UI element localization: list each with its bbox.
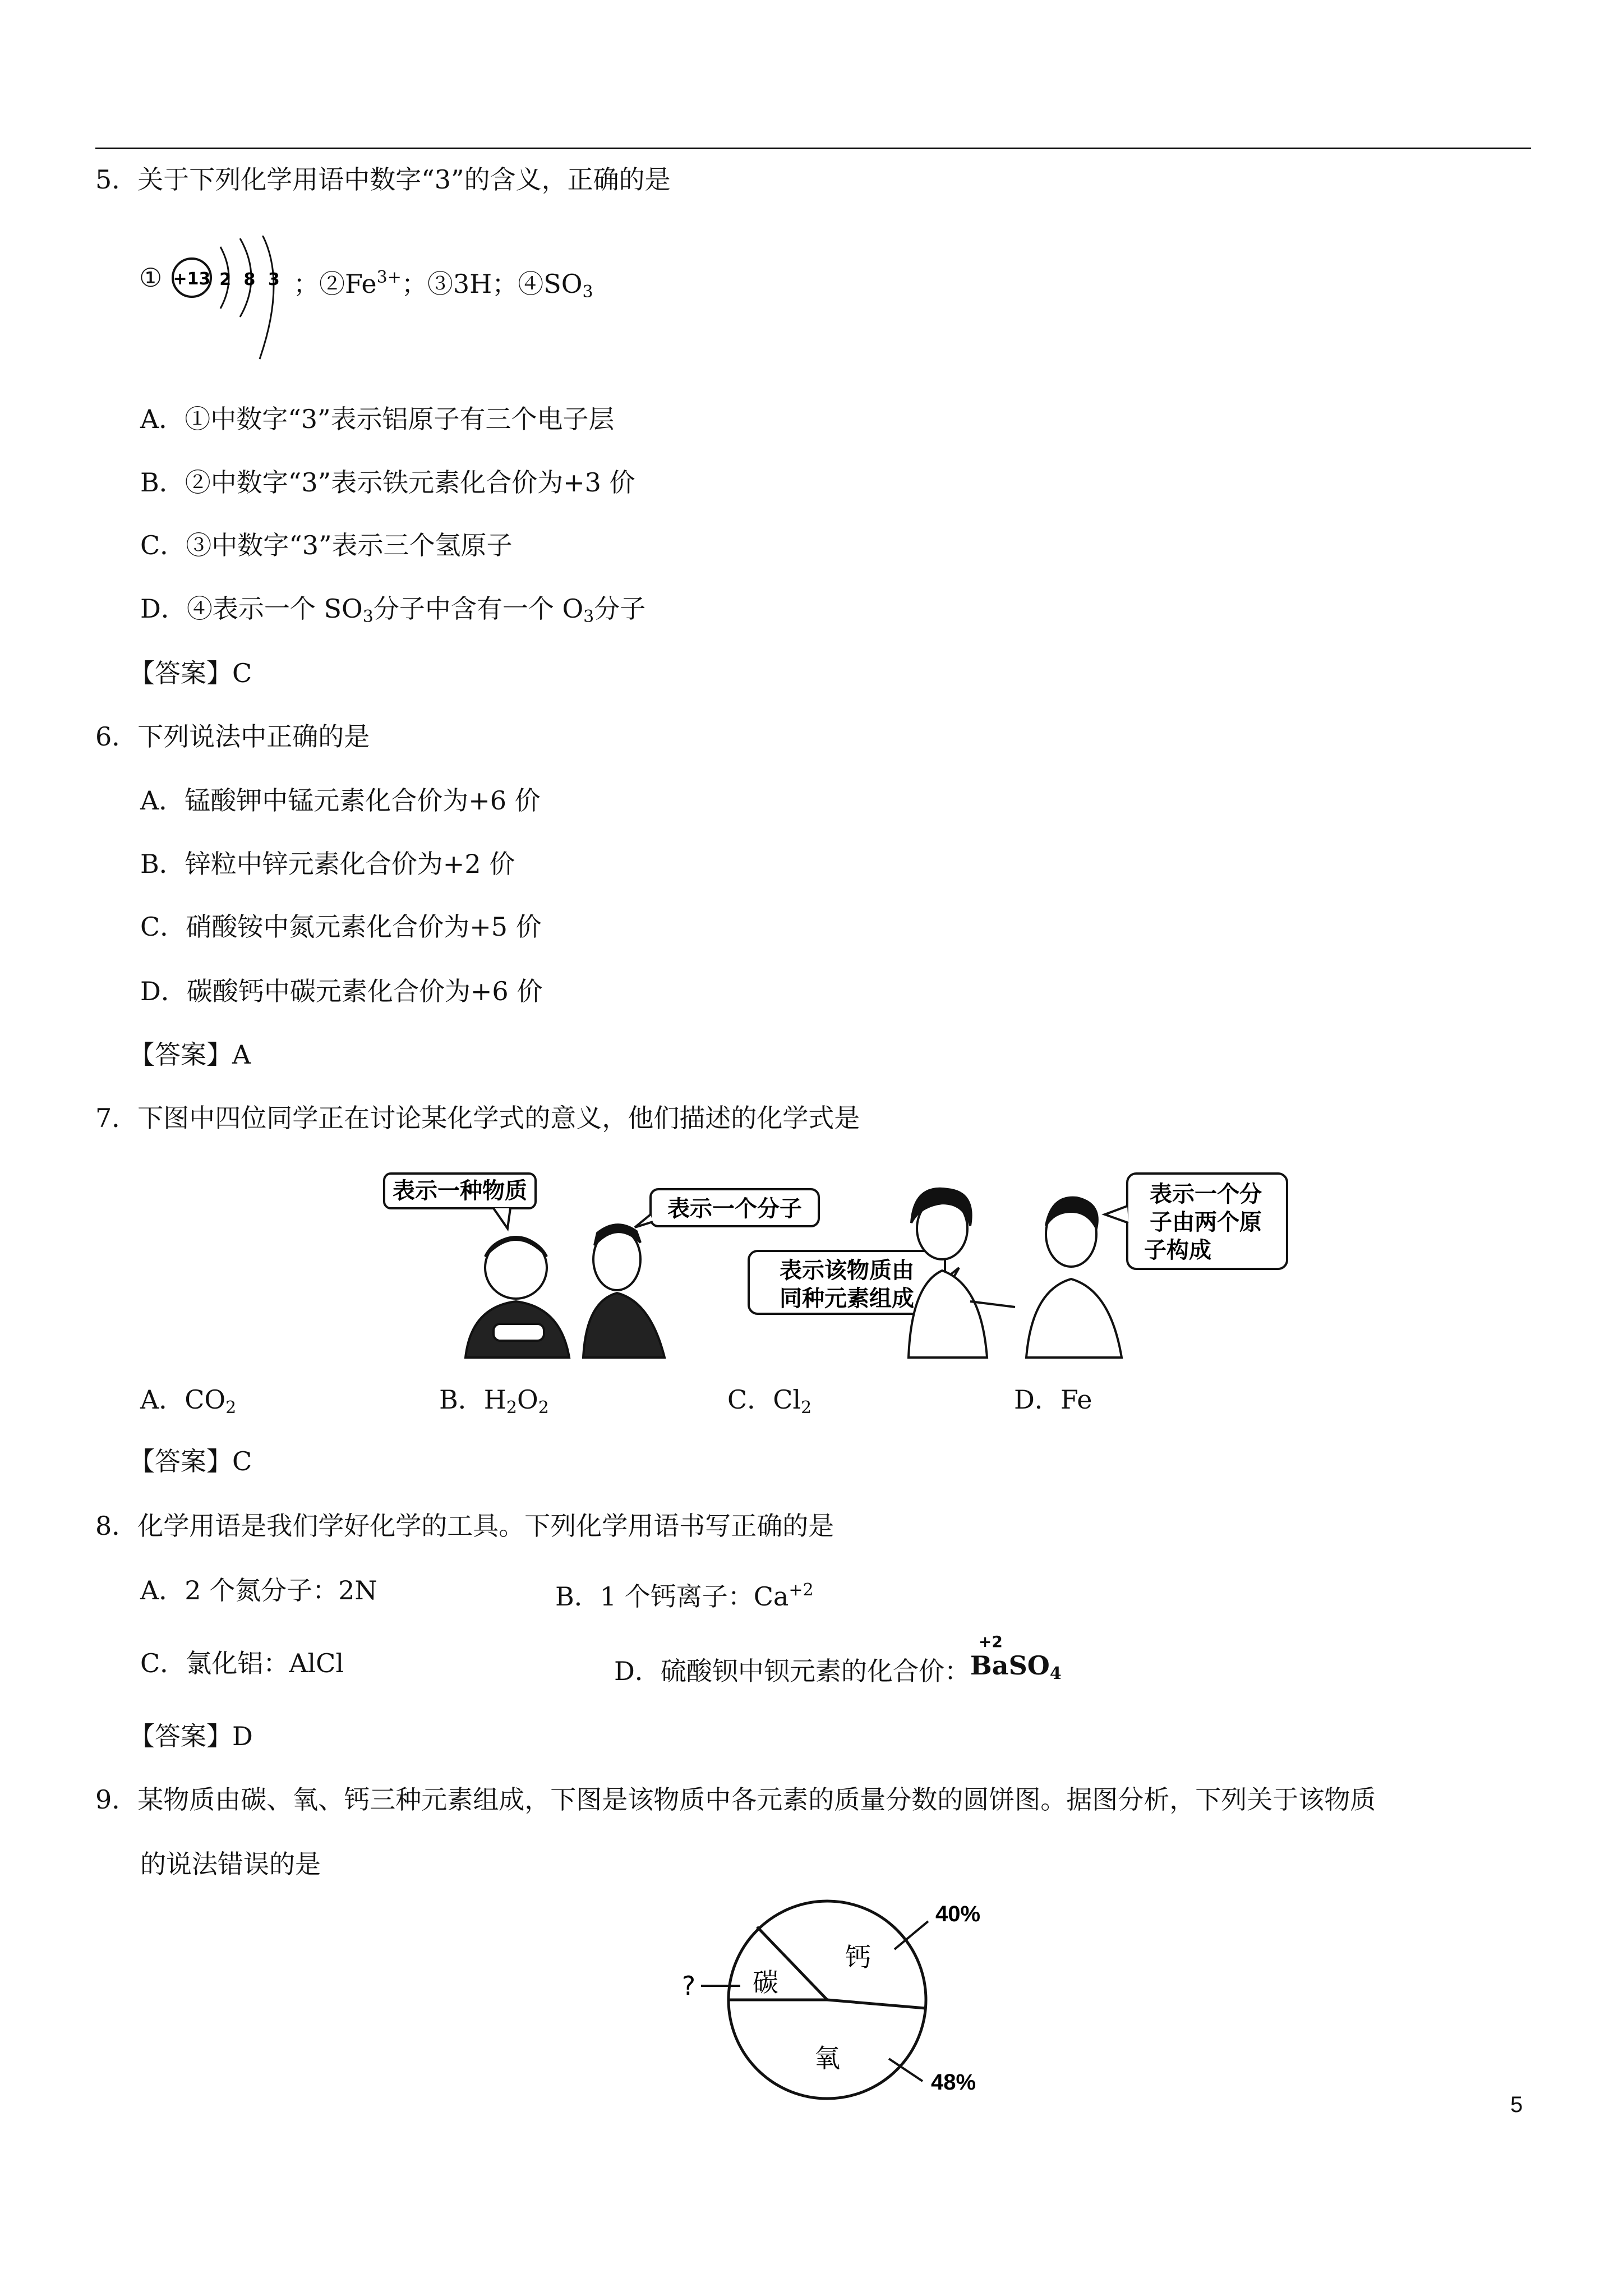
q8-stem: 8．化学用语是我们学好化学的工具。下列化学用语书写正确的是 bbox=[95, 1511, 834, 1541]
student-2-illustration bbox=[583, 1225, 665, 1358]
q5-option-a: A．①中数字“3”表示铝原子有三个电子层 bbox=[140, 404, 615, 434]
q8-option-c: C．氯化铝：AlCl bbox=[140, 1648, 344, 1678]
q8-answer: 【答案】D bbox=[129, 1721, 253, 1751]
pie-label-carbon: 碳 bbox=[753, 1967, 778, 1998]
q6-option-c: C．硝酸铵中氮元素化合价为+5 价 bbox=[140, 912, 542, 942]
element-mass-pie-chart bbox=[673, 1896, 987, 2104]
q5-option-b: B．②中数字“3”表示铁元素化合价为+3 价 bbox=[140, 467, 635, 498]
q6-stem: 6．下列说法中正确的是 bbox=[95, 721, 370, 752]
q5-answer: 【答案】C bbox=[129, 658, 252, 688]
q5-option-d: D．④表示一个 $SO_3$分子中含有一个 $O_3$分子 bbox=[140, 593, 646, 627]
nucleus-label: +13 bbox=[173, 269, 211, 289]
q5-option-c: C．③中数字“3”表示三个氢原子 bbox=[140, 530, 513, 560]
q6-option-b: B．锌粒中锌元素化合价为+2 价 bbox=[140, 849, 515, 879]
bubble-4-line3: 子构成 bbox=[1144, 1237, 1211, 1263]
q5-item1-marker: ① bbox=[139, 263, 163, 293]
calcium-percent: 40% bbox=[935, 1902, 981, 1926]
shell-electron-counts: 2 8 3 bbox=[219, 270, 283, 289]
q7-option-d: D．Fe bbox=[1014, 1384, 1092, 1415]
header-rule bbox=[95, 148, 1531, 149]
q8-option-b: B．1 个钙离子：$Ca^{+2}$ bbox=[555, 1580, 814, 1612]
bubble-4-line2: 子由两个原 bbox=[1150, 1209, 1262, 1235]
bubble-3-line1: 表示该物质由 bbox=[780, 1258, 914, 1283]
q8-option-a: A．2 个氮分子：2N bbox=[140, 1575, 377, 1605]
q6-answer: 【答案】A bbox=[129, 1039, 251, 1070]
q9-stem-line1: 9．某物质由碳、氧、钙三种元素组成，下图是该物质中各元素的质量分数的圆饼图。据图分析，下列关于该物质 bbox=[95, 1784, 1376, 1815]
q7-answer: 【答案】C bbox=[129, 1446, 252, 1476]
q8-option-d: D．硫酸钡中钡元素的化合价： +2 BaSO$_4$ bbox=[614, 1646, 1071, 1688]
bubble-2-text: 表示一个分子 bbox=[667, 1196, 802, 1222]
q6-option-d: D．碳酸钙中碳元素化合价为+6 价 bbox=[140, 976, 543, 1006]
shell-arc-3 bbox=[260, 236, 274, 359]
q7-option-c: C．$Cl_2$ bbox=[727, 1384, 812, 1418]
aluminum-atom-diagram bbox=[167, 236, 302, 370]
q7-option-b: B．$H_2O_2$ bbox=[439, 1384, 549, 1418]
bubble-4-line1: 表示一个分 bbox=[1150, 1181, 1262, 1207]
q7-stem: 7．下图中四位同学正在讨论某化学式的意义，他们描述的化学式是 bbox=[95, 1103, 860, 1133]
q9-stem-line2: 的说法错误的是 bbox=[140, 1849, 321, 1879]
pie-label-oxygen: 氧 bbox=[814, 2043, 840, 2073]
q6-option-a: A．锰酸钾中锰元素化合价为+6 价 bbox=[140, 785, 541, 816]
students-discussion-figure bbox=[381, 1172, 1290, 1363]
oxygen-percent: 48% bbox=[930, 2070, 976, 2095]
q7-option-a: A．$CO_2$ bbox=[140, 1384, 237, 1418]
q5-stem: 5．关于下列化学用语中数字“3”的含义，正确的是 bbox=[95, 164, 671, 195]
pie-label-calcium: 钙 bbox=[845, 1942, 871, 1972]
pie-label-unknown: ? bbox=[681, 1971, 696, 2001]
student-1-illustration bbox=[465, 1237, 569, 1358]
page-number: 5 bbox=[1510, 2092, 1523, 2117]
baso4-valence-formula: +2 BaSO$_4$ bbox=[970, 1632, 1062, 1683]
bubble-3-line2: 同种元素组成 bbox=[780, 1286, 914, 1312]
student-4-illustration bbox=[1026, 1198, 1122, 1358]
q5-formula-rest: ；$②Fe^{3+}$；③3H；$④SO_3$ bbox=[293, 268, 593, 302]
bubble-1-text: 表示一种物质 bbox=[393, 1178, 527, 1204]
